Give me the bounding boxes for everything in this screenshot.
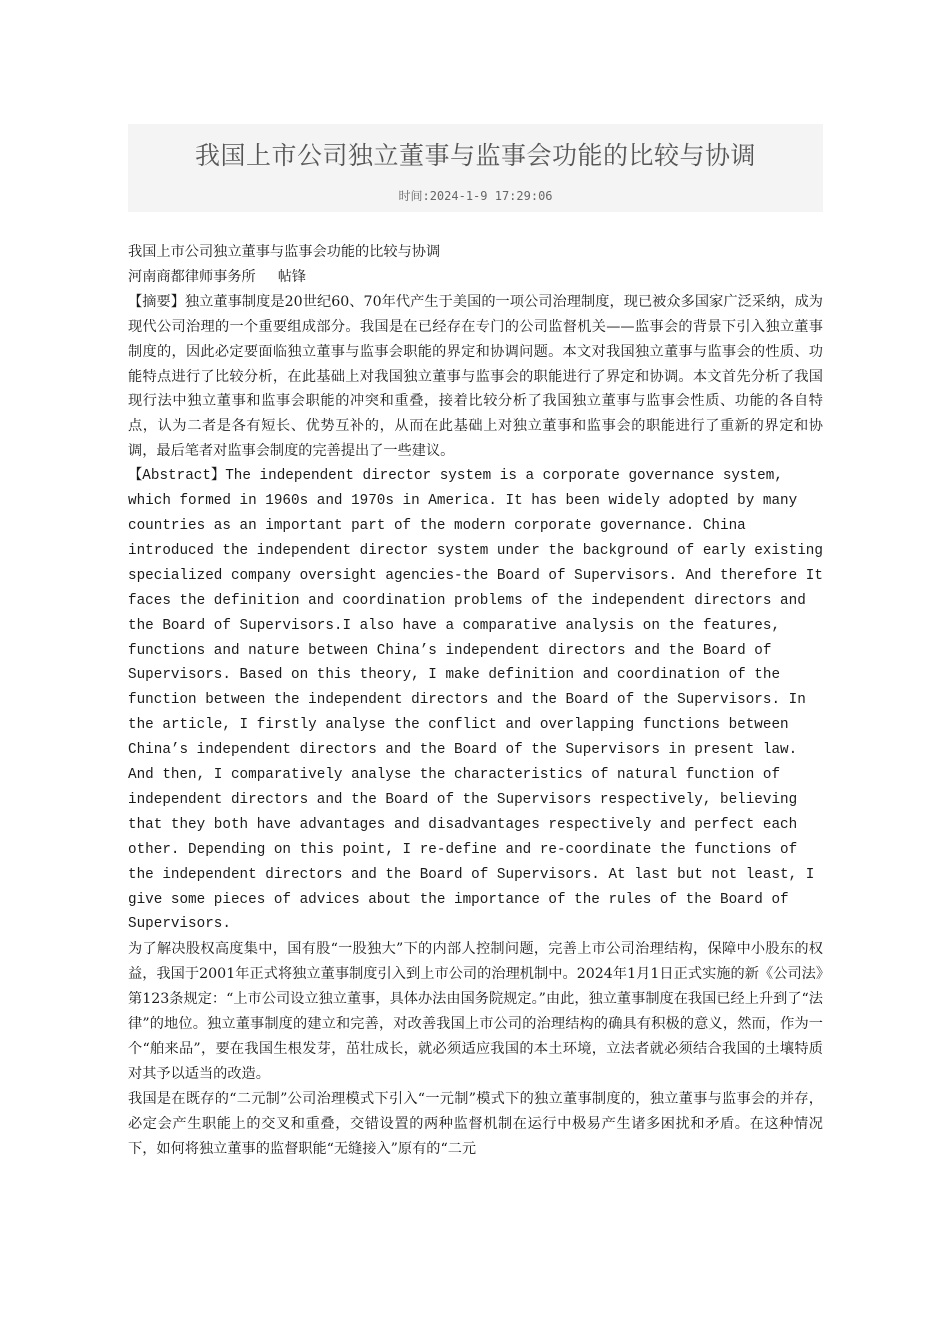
body-paragraph-2: 我国是在既存的“二元制”公司治理模式下引入“一元制”模式下的独立董事制度的，独立董事与监事会的并存，必定会产生职能上的交叉和重叠，交错设置的两种监督机制在运行中极易产生诸多困扰和矛盾。在这种情况下，如何将独立董事的监督职能“无缝接入”原有的“二元	[128, 1090, 823, 1157]
abstract-english: 【Abstract】The independent director system is a corporate governance system, which formed in 1960s and 1970s in America. It has been widely adopted by many countries as an important part of the modern corporate governance. China introduced the independent director system under the background of early existing specialized company oversight agencies-the Board of Supervisors. And therefore It faces the definition and coordination problems of the independent directors and the Board of Supervisors.I also have a comparative analysis on the features, functions and nature between China’s independent directors and the Board of Supervisors. Based on this theory, I make definition and coordination of the function between the independent directors and the Board of the Supervisors. In the article, I firstly analyse the conflict and overlapping functions between China’s independent directors and the Board of the Supervisors in present law. And then, I comparatively analyse the characteristics of natural function of independent directors and the Board of the Supervisors respectively, believing that they both have advantages and disadvantages respectively and perfect each other. Depending on this point, I re-define and re-coordinate the functions of the independent directors and the Board of Supervisors. At last but not least, I give some pieces of advices about the importance of the rules of the Board of Supervisors.	[128, 468, 823, 933]
document-page	[128, 124, 823, 1162]
abstract-chinese: 【摘要】独立董事制度是20世纪60、70年代产生于美国的一项公司治理制度，现已被众多国家广泛采纳，成为现代公司治理的一个重要组成部分。我国是在已经存在专门的公司监督机关——监事会的背景下引入独立董事制度的，因此必定要面临独立董事与监事会职能的界定和协调问题。本文对我国独立董事与监事会的性质、功能特点进行了比较分析，在此基础上对我国独立董事与监事会的职能进行了界定和协调。本文首先分析了我国现行法中独立董事和监事会职能的冲突和重叠，接着比较分析了我国独立董事与监事会性质、功能的各自特点，认为二者是各有短长、优势互补的，从而在此基础上对独立董事和监事会的职能进行了重新的界定和协调，最后笔者对监事会制度的完善提出了一些建议。	[128, 293, 823, 460]
author-org: 河南商都律师事务所	[128, 268, 256, 285]
body-paragraph-1: 为了解决股权高度集中，国有股“一股独大”下的内部人控制问题，完善上市公司治理结构，保障中小股东的权益，我国于2001年正式将独立董事制度引入到上市公司的治理机制中。2024年1月1日正式实施的新《公司法》第123条规定：“上市公司设立独立董事，具体办法由国务院规定。”由此，独立董事制度在我国已经上升到了“法律”的地位。独立董事制度的建立和完善，对改善我国上市公司的治理结构的确具有积极的意义，然而，作为一个“舶来品”，要在我国生根发芽，茁壮成长，就必须适应我国的本土环境，立法者就必须结合我国的土壤特质对其予以适当的改造。	[128, 941, 823, 1082]
page-title: 我国上市公司独立董事与监事会功能的比较与协调	[194, 141, 756, 170]
article-header	[128, 124, 823, 212]
author-line	[128, 265, 823, 290]
article-heading: 我国上市公司独立董事与监事会功能的比较与协调	[128, 244, 441, 260]
publish-time: 时间:2024-1-9 17:29:06	[398, 189, 553, 203]
article-body	[128, 240, 823, 1162]
author-name: 帖锋	[277, 268, 307, 285]
